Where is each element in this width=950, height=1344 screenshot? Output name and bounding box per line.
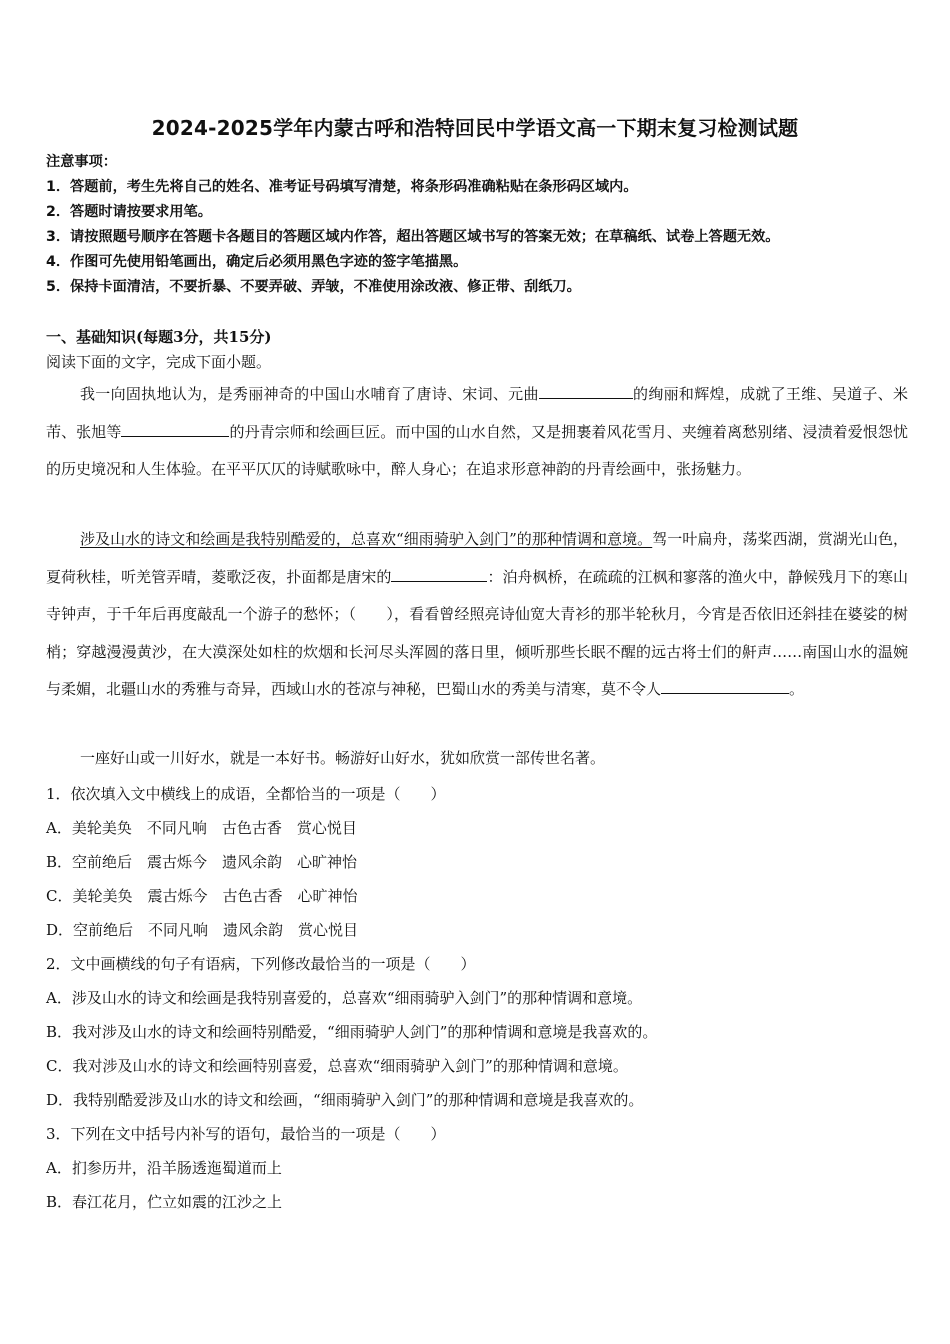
answer-blank: [539, 384, 633, 399]
notice-heading: 注意事项：: [46, 154, 117, 170]
question-option: B．春江花月，伫立如震的江沙之上: [46, 1193, 283, 1211]
answer-blank: [391, 567, 487, 582]
question-stem: 3．下列在文中括号内补写的语句，最恰当的一项是（ ）: [46, 1125, 446, 1143]
passage-paragraph-2: [46, 521, 908, 709]
notice-item: 2．答题时请按要求用笔。: [46, 204, 212, 220]
question-option: A．扪参历井，沿羊肠透迤蜀道而上: [46, 1159, 282, 1177]
page-title: 2024-2025学年内蒙古呼和浩特回民中学语文高一下期末复习检测试题: [151, 116, 799, 140]
question-option: A．美轮美奂 不同凡响 古色古香 赏心悦目: [46, 819, 357, 837]
question-option: A．涉及山水的诗文和绘画是我特别喜爱的，总喜欢“细雨骑驴入剑门”的那种情调和意境。: [46, 989, 643, 1007]
answer-blank: [121, 422, 229, 437]
question-stem: 2．文中画横线的句子有语病，下列修改最恰当的一项是（ ）: [46, 955, 476, 973]
question-stem: 1．依次填入文中横线上的成语，全都恰当的一项是（ ）: [46, 785, 446, 803]
passage-text: 驾一叶扁舟，荡桨西湖，赏湖光山色，夏荷秋桂，听羌管弄晴，菱歌泛夜，扑面都是唐宋的: [46, 530, 908, 586]
notice-item: 5．保持卡面清洁，不要折暴、不要弄破、弄皱，不准使用涂改液、修正带、刮纸刀。: [46, 279, 581, 295]
question-option: D．空前绝后 不同凡响 遗风余韵 赏心悦目: [46, 921, 359, 939]
question-option: D．我特别酷爱涉及山水的诗文和绘画，“细雨骑驴入剑门”的那种情调和意境是我喜欢的。: [46, 1091, 644, 1109]
passage-paragraph-3: 一座好山或一川好水，就是一本好书。畅游好山好水，犹如欣赏一部传世名著。: [80, 749, 606, 767]
passage-text: 的丹青宗师和绘画巨匠。而中国的山水自然，又是拥裹着风花雪月、夹缠着离愁别绪、浸渍着爱恨怨忧的历史境况和人生体验。在平平仄仄的诗赋歌咏中，醉人身心；在追求形意神韵的丹青绘画中，张扬魅力。: [46, 422, 908, 478]
answer-blank: [661, 679, 789, 694]
passage-text: 的绚丽和辉煌，成就了王维、吴道子、米芾、张旭等: [46, 385, 908, 441]
section-heading: 一、基础知识(每题3分，共15分): [46, 328, 272, 346]
underlined-sentence: 涉及山水的诗文和绘画是我特别酷爱的，总喜欢“细雨骑驴入剑门”的那种情调和意境。: [80, 530, 653, 548]
passage-text: 我一向固执地认为，是秀丽神奇的中国山水哺育了唐诗、宋词、元曲: [80, 385, 539, 403]
passage-text: 。: [789, 680, 805, 698]
passage-paragraph-1: [46, 376, 908, 489]
question-option: C．我对涉及山水的诗文和绘画特别喜爱，总喜欢“细雨骑驴入剑门”的那种情调和意境。: [46, 1057, 628, 1075]
notice-item: 1．答题前，考生先将自己的姓名、准考证号码填写清楚，将条形码准确粘贴在条形码区域内。: [46, 179, 638, 195]
question-option: C．美轮美奂 震古烁今 古色古香 心旷神怡: [46, 887, 358, 905]
notice-item: 4．作图可先使用铅笔画出，确定后必须用黑色字迹的签字笔描黑。: [46, 254, 468, 270]
passage-text: ：泊舟枫桥，在疏疏的江枫和寥落的渔火中，静候残月下的寒山寺钟声，于千年后再度敲乱一个游子的愁怀；（ ），看看曾经照亮诗仙宽大青衫的那半轮秋月，今宵是否依旧还斜挂在婆娑的树梢；穿越漫漫黄沙，在大漠深处如柱的炊烟和长河尽头浑圆的落日里，倾听那些长眠不醒的远古将士们的鼾声……南国山水的温婉与柔媚，北疆山水的秀雅与奇异，西域山水的苍凉与神秘，巴蜀山水的秀美与清寒，莫不令人: [46, 567, 908, 698]
question-option: B．我对涉及山水的诗文和绘画特别酷爱，“细雨骑驴人剑门”的那种情调和意境是我喜欢的。: [46, 1023, 658, 1041]
reading-instruction: 阅读下面的文字，完成下面小题。: [46, 353, 272, 371]
question-option: B．空前绝后 震古烁今 遗风余韵 心旷神怡: [46, 853, 358, 871]
notice-item: 3．请按照题号顺序在答题卡各题目的答题区域内作答，超出答题区域书写的答案无效；在草稿纸、试卷上答题无效。: [46, 229, 780, 245]
